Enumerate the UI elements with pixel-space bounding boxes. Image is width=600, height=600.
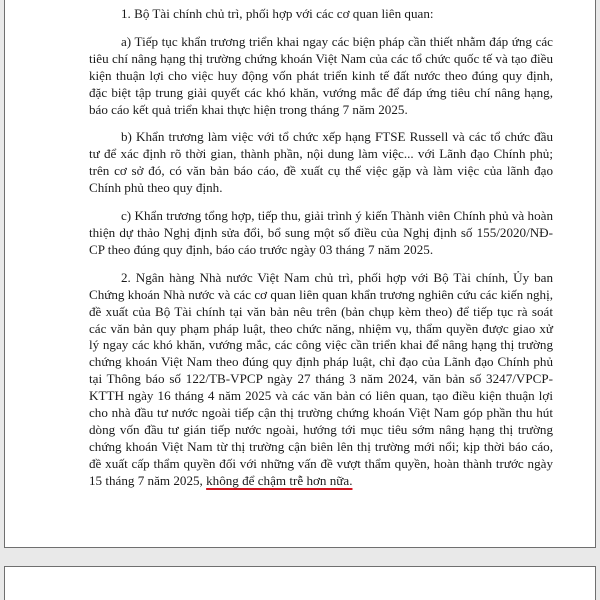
item-b-paragraph: b) Khẩn trương làm việc với tổ chức xếp hạng FTSE Russell và các tổ chức đầu tư để xác định rõ thời gian, thành phần, nội dung làm việc... với Lãnh đạo Chính phủ; trên cơ sở đó, có văn bản báo cáo, đề xuất cụ thể việc gặp và làm việc của lãnh đạo Chính phủ theo quy định. (89, 129, 553, 196)
item-a-paragraph: a) Tiếp tục khẩn trương triển khai ngay các biện pháp cần thiết nhằm đáp ứng các tiêu chí nâng hạng thị trường chứng khoán Việt Nam của các tổ chức quốc tế và tạo điều kiện thuận lợi cho việc huy động vốn phát triển kinh tế đất nước theo đúng quy định, đặc biệt tập trung giải quyết các khó khăn, vướng mắc để đáp ứng tiêu chí nâng hạng, báo cáo kết quả triển khai thực hiện trong tháng 7 năm 2025. (89, 33, 553, 117)
section-2-text: 2. Ngân hàng Nhà nước Việt Nam chủ trì, phối hợp với Bộ Tài chính, Ủy ban Chứng khoán Nhà nước và các cơ quan liên quan khẩn trương nghiên cứu các kiến nghị, đề xuất của Bộ Tài chính tại văn bản nêu trên (bản chụp kèm theo) để tiếp tục rà soát các văn bản quy phạm pháp luật, theo chức năng, nhiệm vụ, thẩm quyền được giao xử lý ngay các khó khăn, vướng mắc, các công việc cần triển khai để nâng hạng thị trường chứng khoán Việt Nam theo đúng quy định pháp luật, chỉ đạo của Lãnh đạo Chính phủ tại Thông báo số 122/TB-VPCP ngày 27 tháng 3 năm 2024, văn bản số 3247/VPCP-KTTH ngày 16 tháng 4 năm 2025 và các văn bản có liên quan, tạo điều kiện thuận lợi cho nhà đầu tư nước ngoài tiếp cận thị trường chứng khoán Việt Nam góp phần thu hút dòng vốn đầu tư gián tiếp nước ngoài, hướng tới mục tiêu sớm nâng hạng thị trường chứng khoán Việt Nam từ thị trường cận biên lên thị trường mới nổi; kịp thời báo cáo, đề xuất cấp thẩm quyền đối với những vấn đề vượt thẩm quyền, hoàn thành trước ngày 15 tháng 7 năm 2025, (89, 269, 553, 488)
document-page (4, 0, 596, 548)
item-c-paragraph: c) Khẩn trương tổng hợp, tiếp thu, giải trình ý kiến Thành viên Chính phủ và hoàn thiện dự thảo Nghị định sửa đổi, bổ sung một số điều của Nghị định số 155/2020/NĐ-CP theo đúng quy định, báo cáo trước ngày 03 tháng 7 năm 2025. (89, 208, 553, 257)
emphasis-underline: không để chậm trễ hơn nữa. (206, 472, 353, 488)
next-page (4, 566, 596, 600)
section-1-heading: 1. Bộ Tài chính chủ trì, phối hợp với các cơ quan liên quan: (121, 6, 434, 21)
section-2-paragraph (89, 270, 553, 490)
document-body (89, 6, 553, 490)
